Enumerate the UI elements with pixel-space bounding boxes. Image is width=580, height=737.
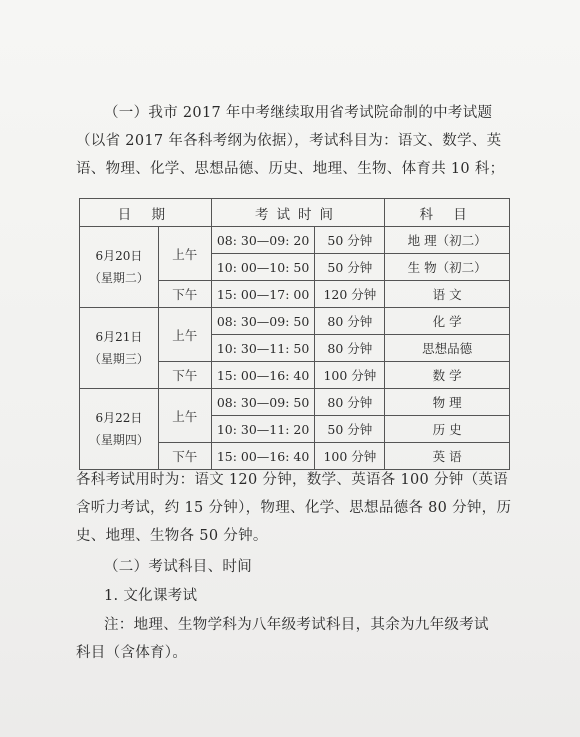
duration-cell: 120 分钟 xyxy=(315,281,385,308)
duration-cell: 50 分钟 xyxy=(315,227,385,254)
time-cell: 08: 30—09: 20 xyxy=(211,227,315,254)
table-row xyxy=(80,308,510,335)
subject-cell: 思想品德 xyxy=(385,335,510,362)
subject-cell: 化 学 xyxy=(385,308,510,335)
table-row xyxy=(80,389,510,416)
subject-cell: 语 文 xyxy=(385,281,510,308)
duration-cell: 80 分钟 xyxy=(315,308,385,335)
header-exam-time: 考试时间 xyxy=(211,199,385,227)
subject-cell: 地 理（初二） xyxy=(385,227,510,254)
time-cell: 10: 00—10: 50 xyxy=(211,254,315,281)
period-cell: 上午 xyxy=(158,227,211,281)
time-cell: 15: 00—16: 40 xyxy=(211,443,315,470)
time-cell: 15: 00—17: 00 xyxy=(211,281,315,308)
exam-schedule-table xyxy=(79,198,510,470)
header-subject: 科 目 xyxy=(385,199,510,227)
date-text: 6月21日 xyxy=(95,330,143,344)
duration-summary-line-1: 各科考试用时为：语文 120 分钟，数学、英语各 100 分钟（英语 xyxy=(76,472,508,488)
intro-line-3: 语、物理、化学、思想品德、历史、地理、生物、体育共 10 科； xyxy=(76,161,505,177)
period-cell: 上午 xyxy=(158,389,211,443)
item-heading-1: 1. 文化课考试 xyxy=(104,588,198,604)
period-cell: 下午 xyxy=(158,443,211,470)
weekday-text: （星期二） xyxy=(88,271,149,285)
note-line-2: 科目（含体育）。 xyxy=(76,645,188,661)
duration-summary-line-3: 史、地理、生物各 50 分钟。 xyxy=(76,528,268,544)
duration-summary-line-2: 含听力考试，约 15 分钟），物理、化学、思想品德各 80 分钟，历 xyxy=(76,500,512,516)
date-text: 6月22日 xyxy=(95,411,143,425)
subject-cell: 数 学 xyxy=(385,362,510,389)
time-cell: 08: 30—09: 50 xyxy=(211,308,315,335)
subject-cell: 历 史 xyxy=(385,416,510,443)
date-cell xyxy=(80,308,159,389)
date-cell xyxy=(80,389,159,470)
time-cell: 15: 00—16: 40 xyxy=(211,362,315,389)
duration-cell: 100 分钟 xyxy=(315,443,385,470)
subject-cell: 生 物（初二） xyxy=(385,254,510,281)
date-cell xyxy=(80,227,159,308)
duration-cell: 80 分钟 xyxy=(315,335,385,362)
date-text: 6月20日 xyxy=(95,249,143,263)
duration-cell: 50 分钟 xyxy=(315,254,385,281)
intro-line-2: （以省 2017 年各科考纲为依据），考试科目为：语文、数学、英 xyxy=(76,133,502,149)
weekday-text: （星期四） xyxy=(88,433,149,447)
duration-cell: 50 分钟 xyxy=(315,416,385,443)
time-cell: 10: 30—11: 20 xyxy=(211,416,315,443)
header-date: 日 期 xyxy=(80,199,212,227)
duration-cell: 80 分钟 xyxy=(315,389,385,416)
period-cell: 下午 xyxy=(158,281,211,308)
subject-cell: 物 理 xyxy=(385,389,510,416)
table-header-row xyxy=(80,199,510,227)
duration-cell: 100 分钟 xyxy=(315,362,385,389)
section-heading-2: （二）考试科目、时间 xyxy=(104,559,252,575)
time-cell: 10: 30—11: 50 xyxy=(211,335,315,362)
weekday-text: （星期三） xyxy=(88,352,149,366)
time-cell: 08: 30—09: 50 xyxy=(211,389,315,416)
table-row xyxy=(80,227,510,254)
note-line-1: 注：地理、生物学科为八年级考试科目，其余为九年级考试 xyxy=(104,617,489,633)
subject-cell: 英 语 xyxy=(385,443,510,470)
intro-line-1: （一）我市 2017 年中考继续取用省考试院命制的中考试题 xyxy=(104,105,493,121)
period-cell: 上午 xyxy=(158,308,211,362)
period-cell: 下午 xyxy=(158,362,211,389)
